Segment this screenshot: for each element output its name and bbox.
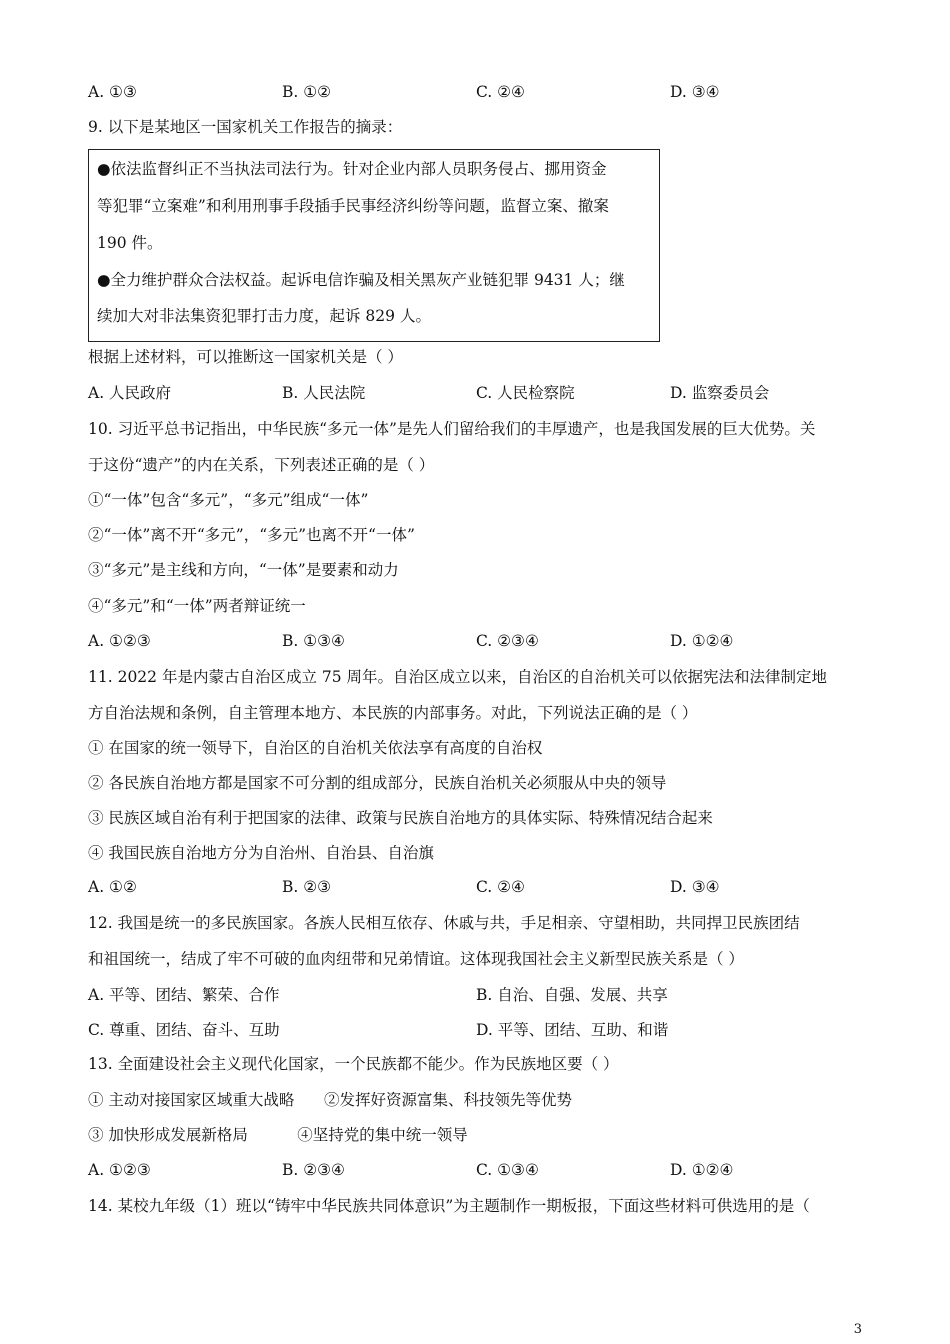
q10-item: ①“一体”包含“多元”，“多元”组成“一体” <box>88 491 369 509</box>
q11-item: ② 各民族自治地方都是国家不可分割的组成部分，民族自治机关必须服从中央的领导 <box>88 774 667 792</box>
q13-option-d: D. ①②④ <box>670 1161 734 1179</box>
q8-option-c: C. ②④ <box>476 83 525 101</box>
q12-stem-line1: 12. 我国是统一的多民族国家。各族人民相互依存、休戚与共，手足相亲、守望相助，共同捍卫民族团结 <box>88 914 800 932</box>
q11-option-d: D. ③④ <box>670 878 720 896</box>
q8-option-a: A. ①③ <box>88 83 137 101</box>
q9-excerpt-box <box>88 149 660 342</box>
excerpt-line: 续加大对非法集资犯罪打击力度，起诉 829 人。 <box>97 307 431 325</box>
q8-option-d: D. ③④ <box>670 83 720 101</box>
q10-stem-line2: 于这份“遗产”的内在关系，下列表述正确的是（ ） <box>88 456 435 474</box>
q12-option-d: D. 平等、团结、互助、和谐 <box>476 1021 669 1039</box>
q13-items-row: ③ 加快形成发展新格局 ④坚持党的集中统一领导 <box>88 1126 468 1144</box>
q13-option-b: B. ②③④ <box>282 1161 345 1179</box>
q11-stem-line1: 11. 2022 年是内蒙古自治区成立 75 周年。自治区成立以来，自治区的自治机关可以依据宪法和法律制定地 <box>88 668 828 686</box>
q12-stem-line2: 和祖国统一，结成了牢不可破的血肉纽带和兄弟情谊。这体现我国社会主义新型民族关系是（ ） <box>88 950 744 968</box>
q11-option-b: B. ②③ <box>282 878 332 896</box>
q9-option-a: A. 人民政府 <box>88 384 172 402</box>
q11-item: ④ 我国民族自治地方分为自治州、自治县、自治旗 <box>88 844 434 862</box>
q13-stem: 13. 全面建设社会主义现代化国家，一个民族都不能少。作为民族地区要（ ） <box>88 1055 619 1073</box>
q12-option-b: B. 自治、自强、发展、共享 <box>476 986 668 1004</box>
q9-option-d: D. 监察委员会 <box>670 384 770 402</box>
q10-option-c: C. ②③④ <box>476 632 539 650</box>
excerpt-line: 等犯罪“立案难”和利用刑事手段插手民事经济纠纷等问题，监督立案、撤案 <box>97 197 609 215</box>
q9-option-b: B. 人民法院 <box>282 384 366 402</box>
excerpt-line: 190 件。 <box>97 234 163 252</box>
q11-item: ① 在国家的统一领导下，自治区的自治机关依法享有高度的自治权 <box>88 739 543 757</box>
q10-stem-line1: 10. 习近平总书记指出，中华民族“多元一体”是先人们留给我们的丰厚遗产，也是我国发展的巨大优势。关 <box>88 420 816 438</box>
q13-items-row: ① 主动对接国家区域重大战略 ②发挥好资源富集、科技领先等优势 <box>88 1091 572 1109</box>
q14-stem: 14. 某校九年级（1）班以“铸牢中华民族共同体意识”为主题制作一期板报，下面这些材料可供选用的是（ <box>88 1197 810 1215</box>
q12-option-a: A. 平等、团结、繁荣、合作 <box>88 986 280 1004</box>
q10-option-d: D. ①②④ <box>670 632 734 650</box>
excerpt-line: ●全力维护群众合法权益。起诉电信诈骗及相关黑灰产业链犯罪 9431 人；继 <box>97 271 625 289</box>
q11-stem-line2: 方自治法规和条例，自主管理本地方、本民族的内部事务。对此，下列说法正确的是（ ） <box>88 704 698 722</box>
q10-item: ③“多元”是主线和方向，“一体”是要素和动力 <box>88 561 399 579</box>
q10-option-a: A. ①②③ <box>88 632 151 650</box>
q11-option-c: C. ②④ <box>476 878 525 896</box>
q10-item: ④“多元”和“一体”两者辩证统一 <box>88 597 306 615</box>
q12-option-c: C. 尊重、团结、奋斗、互助 <box>88 1021 280 1039</box>
q9-question: 根据上述材料，可以推断这一国家机关是（ ） <box>88 348 403 366</box>
q10-item: ②“一体”离不开“多元”，“多元”也离不开“一体” <box>88 526 415 544</box>
q11-option-a: A. ①② <box>88 878 137 896</box>
q9-option-c: C. 人民检察院 <box>476 384 575 402</box>
q9-stem: 9. 以下是某地区一国家机关工作报告的摘录： <box>88 118 403 136</box>
q10-option-b: B. ①③④ <box>282 632 345 650</box>
q13-option-a: A. ①②③ <box>88 1161 151 1179</box>
q8-option-b: B. ①② <box>282 83 332 101</box>
q11-item: ③ 民族区域自治有利于把国家的法律、政策与民族自治地方的具体实际、特殊情况结合起来 <box>88 809 713 827</box>
q13-option-c: C. ①③④ <box>476 1161 539 1179</box>
page-number: 3 <box>853 1322 862 1337</box>
excerpt-line: ●依法监督纠正不当执法司法行为。针对企业内部人员职务侵占、挪用资金 <box>97 160 607 178</box>
